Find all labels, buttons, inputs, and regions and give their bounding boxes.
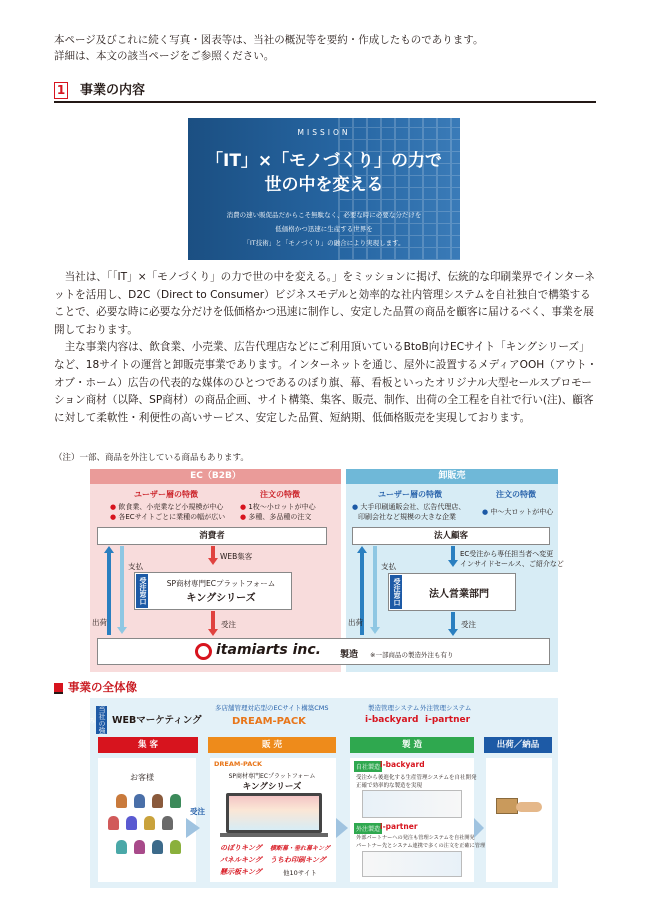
company-logo-icon: [195, 643, 212, 660]
section-rule: [54, 101, 596, 103]
step-sales: 販 売: [208, 737, 336, 753]
intro-line-1: 本ページ及びこれに続く写真・図表等は、当社の概況等を要約・作成したものであります。: [54, 34, 484, 46]
platform-line-1: SP商材専門ECプラットフォーム: [166, 579, 276, 588]
manufacture-label: 製造: [340, 650, 359, 660]
ec-order-bullet-1: ● 1枚～小ロットが中心: [240, 503, 316, 511]
order-left-label: 受注: [221, 620, 236, 629]
handover-hand-icon: [516, 802, 542, 812]
site-logo-3: パネルキング: [220, 856, 262, 864]
ship-left-arrow-shaft: [107, 553, 111, 635]
manufacturer-bar: [97, 638, 550, 665]
partner-logo: i-partner: [425, 715, 471, 725]
order-system-caption: 外注管理システム: [420, 704, 472, 712]
partner-screen-illustration: [362, 851, 462, 877]
pay-left-arrow-head: [117, 627, 127, 634]
corporate-order-tag: 受注窓口: [390, 575, 402, 609]
cms-caption: 多店舗管理対応型のECサイト構築CMS: [215, 704, 329, 712]
site-more-label: 他10サイト: [283, 869, 317, 877]
banner-label: MISSION: [297, 128, 351, 137]
banner-sub-2: 低価格かつ迅速に生産する世界を: [275, 225, 373, 233]
inhouse-desc-2: 正確で効率的な製造を実現: [356, 783, 423, 789]
consumer-box: 消費者: [97, 527, 327, 545]
web-attract-arrow-shaft: [211, 546, 215, 558]
laptop-screen-illustration: [226, 793, 322, 833]
pay-right-arrow-head: [370, 627, 380, 634]
panel-platform-line-2: キングシリーズ: [242, 782, 302, 792]
web-attract-label: WEB集客: [220, 552, 253, 561]
order-left-arrow-shaft: [211, 611, 215, 629]
intro-line-2: 詳細は、本文の該当ページをご参照ください。: [54, 50, 275, 62]
business-description: [54, 269, 598, 427]
customer-label: お客様: [130, 773, 154, 782]
order-right-arrow-head: [448, 629, 458, 636]
pay-right-label: 支払: [381, 562, 396, 571]
ec-order-note-2: インサイドセールス、ご紹介など: [460, 560, 564, 568]
order-flow-label: 受注: [190, 807, 205, 816]
banner-headline-1: 「IT」×「モノづくり」の力で: [206, 151, 442, 171]
section2-marker-bar: [54, 692, 63, 694]
banner-headline-2: 世の中を変える: [264, 175, 384, 195]
laptop-base-illustration: [220, 833, 328, 837]
banner-sub-3: 「IT技術」と「モノづくり」の融合により実現します。: [243, 239, 405, 247]
intro-text: [54, 32, 614, 64]
order-right-label: 受注: [461, 620, 476, 629]
ship-right-arrow-head: [357, 546, 367, 553]
order-left-arrow-head: [208, 629, 218, 636]
ws-user-title: ユーザー層の特徴: [378, 490, 442, 499]
outsource-desc-1: 外部パートナーへの発注も管理システムを自社開発: [356, 835, 475, 841]
ws-order-bullet-1: ● 中～大ロットが中心: [482, 508, 554, 516]
web-attract-arrow-head: [208, 558, 218, 565]
sales-to-mfg-arrow: [336, 818, 348, 838]
ws-user-bullet-2: 印刷会社など規模の大きな企業: [358, 513, 456, 521]
section-number: 1: [54, 82, 68, 99]
pay-left-label: 支払: [128, 562, 143, 571]
backyard-screen-illustration: [362, 790, 462, 818]
step-shipping: 出荷／納品: [484, 737, 552, 753]
shipping-panel: [486, 758, 552, 882]
ec-order-bullet-2: ● 多種、多品種の注文: [240, 513, 312, 521]
ec-order-title: 注文の特徴: [260, 490, 300, 499]
panel-platform-line-1: SP商材専門ECプラットフォーム: [228, 773, 316, 780]
corporate-client-box: 法人顧客: [352, 527, 550, 545]
platform-order-tag: 受注窓口: [136, 574, 148, 608]
panel-dream-pack: DREAM-PACK: [214, 760, 263, 768]
web-marketing-label: WEBマーケティング: [112, 715, 202, 726]
ship-left-arrow-head: [104, 546, 114, 553]
ec-order-note-1: EC受注から専任担当者へ変更: [460, 550, 554, 558]
manufacture-note: ※一部商品の製造外注も有り: [370, 651, 454, 659]
wholesale-header: 卸販売: [346, 469, 558, 484]
site-logo-5: 懸示板キング: [220, 868, 262, 876]
outsource-label: 外注製造: [354, 823, 382, 834]
outsource-name: i-partner: [380, 822, 418, 831]
strength-tag: 当社の強み: [88, 706, 106, 734]
order-flow-arrow: [186, 818, 200, 838]
mfg-to-ship-arrow: [474, 818, 484, 838]
site-logo-2: 横断幕・垂れ幕キング: [270, 845, 330, 852]
ec-user-bullet-1: ● 飲食業、小売業など小規模が中心: [110, 503, 224, 511]
banner-sub-1: 消費の速い販促品だからこそ無駄なく、必要な時に必要な分だけを: [226, 211, 422, 219]
body-paragraph-1: 当社は、「「IT」×「モノづくり」の力で世の中を変える。」をミッションに掲げ、伝統的な印刷業界でインターネットを活用し、D2C（Direct to Consumer）ビジネスモデルと効率的な社内管理システムを自社独自で構築することで、必要な時に必要な分だけを低価格かつ迅速に制作し、安定した品質の商品を顧客に届けるべく、事業を展開しております。: [54, 271, 595, 336]
ws-user-bullet-1: ● 大手印刷通販会社、広告代理店、: [352, 503, 466, 511]
site-logo-1: のぼりキング: [220, 844, 262, 852]
ec-header: EC（B2B）: [90, 469, 341, 484]
mfg-system-caption: 製造管理システム: [368, 704, 420, 712]
inhouse-label: 自社製造: [354, 761, 382, 772]
ec-order-arrow-head: [448, 560, 458, 567]
ec-order-arrow-shaft: [451, 546, 455, 560]
footnote: （注）一部、商品を外注している商品もあります。: [54, 453, 249, 463]
ec-user-title: ユーザー層の特徴: [134, 490, 198, 499]
pay-right-arrow-shaft: [373, 546, 377, 627]
outsource-desc-2: パートナー先とシステム連携で多くの注文を正確に管理: [356, 843, 486, 849]
step-manufacture: 製 造: [350, 737, 474, 753]
pay-left-arrow-shaft: [120, 546, 124, 627]
corporate-sales-label: 法人営業部門: [429, 589, 489, 600]
ship-right-label: 出荷: [348, 618, 363, 627]
backyard-logo: i-backyard: [365, 715, 419, 725]
section2-marker: [54, 683, 63, 692]
ship-left-label: 出荷: [92, 618, 107, 627]
package-icon: [496, 798, 518, 814]
step-attract: 集 客: [98, 737, 198, 753]
order-right-arrow-shaft: [451, 612, 455, 629]
site-logo-4: うちわ印刷キング: [270, 856, 326, 864]
dream-pack-logo: DREAM-PACK: [232, 716, 306, 727]
ec-user-bullet-2: ● 各ECサイトごとに業種の幅が広い: [110, 513, 226, 521]
mission-banner: [188, 118, 460, 260]
inhouse-name: i-backyard: [380, 760, 425, 769]
ws-order-title: 注文の特徴: [496, 490, 536, 499]
company-name: itamiarts inc.: [216, 642, 321, 658]
inhouse-desc-1: 受注から後進化する生産管理システムを自社開発: [356, 775, 477, 781]
body-paragraph-2: 主な事業内容は、飲食業、小売業、広告代理店などにご利用頂いているBtoB向けECサイト「キングシリーズ」など、18サイトの運営と卸販売事業であります。インターネットを通じ、屋外に設置するメディアOOH（アウト・オブ・ホーム）広告の代表的な媒体のひとつであるのぼり旗、幕、看板といったオリジナル大型セールスプロモーション商材（以降、SP商材）の商品企画、サイト構築、集客、販売、制作、出荷の全工程を自社で行い(注)、顧客に対して柔軟性・利便性の高いサービス、安定した品質、短納期、低価格販売を実現しております。: [54, 341, 598, 424]
section2-title: 事業の全体像: [68, 680, 137, 694]
section-title: 事業の内容: [80, 83, 146, 98]
platform-line-2: キングシリーズ: [186, 593, 256, 604]
customers-illustration: [108, 792, 188, 872]
